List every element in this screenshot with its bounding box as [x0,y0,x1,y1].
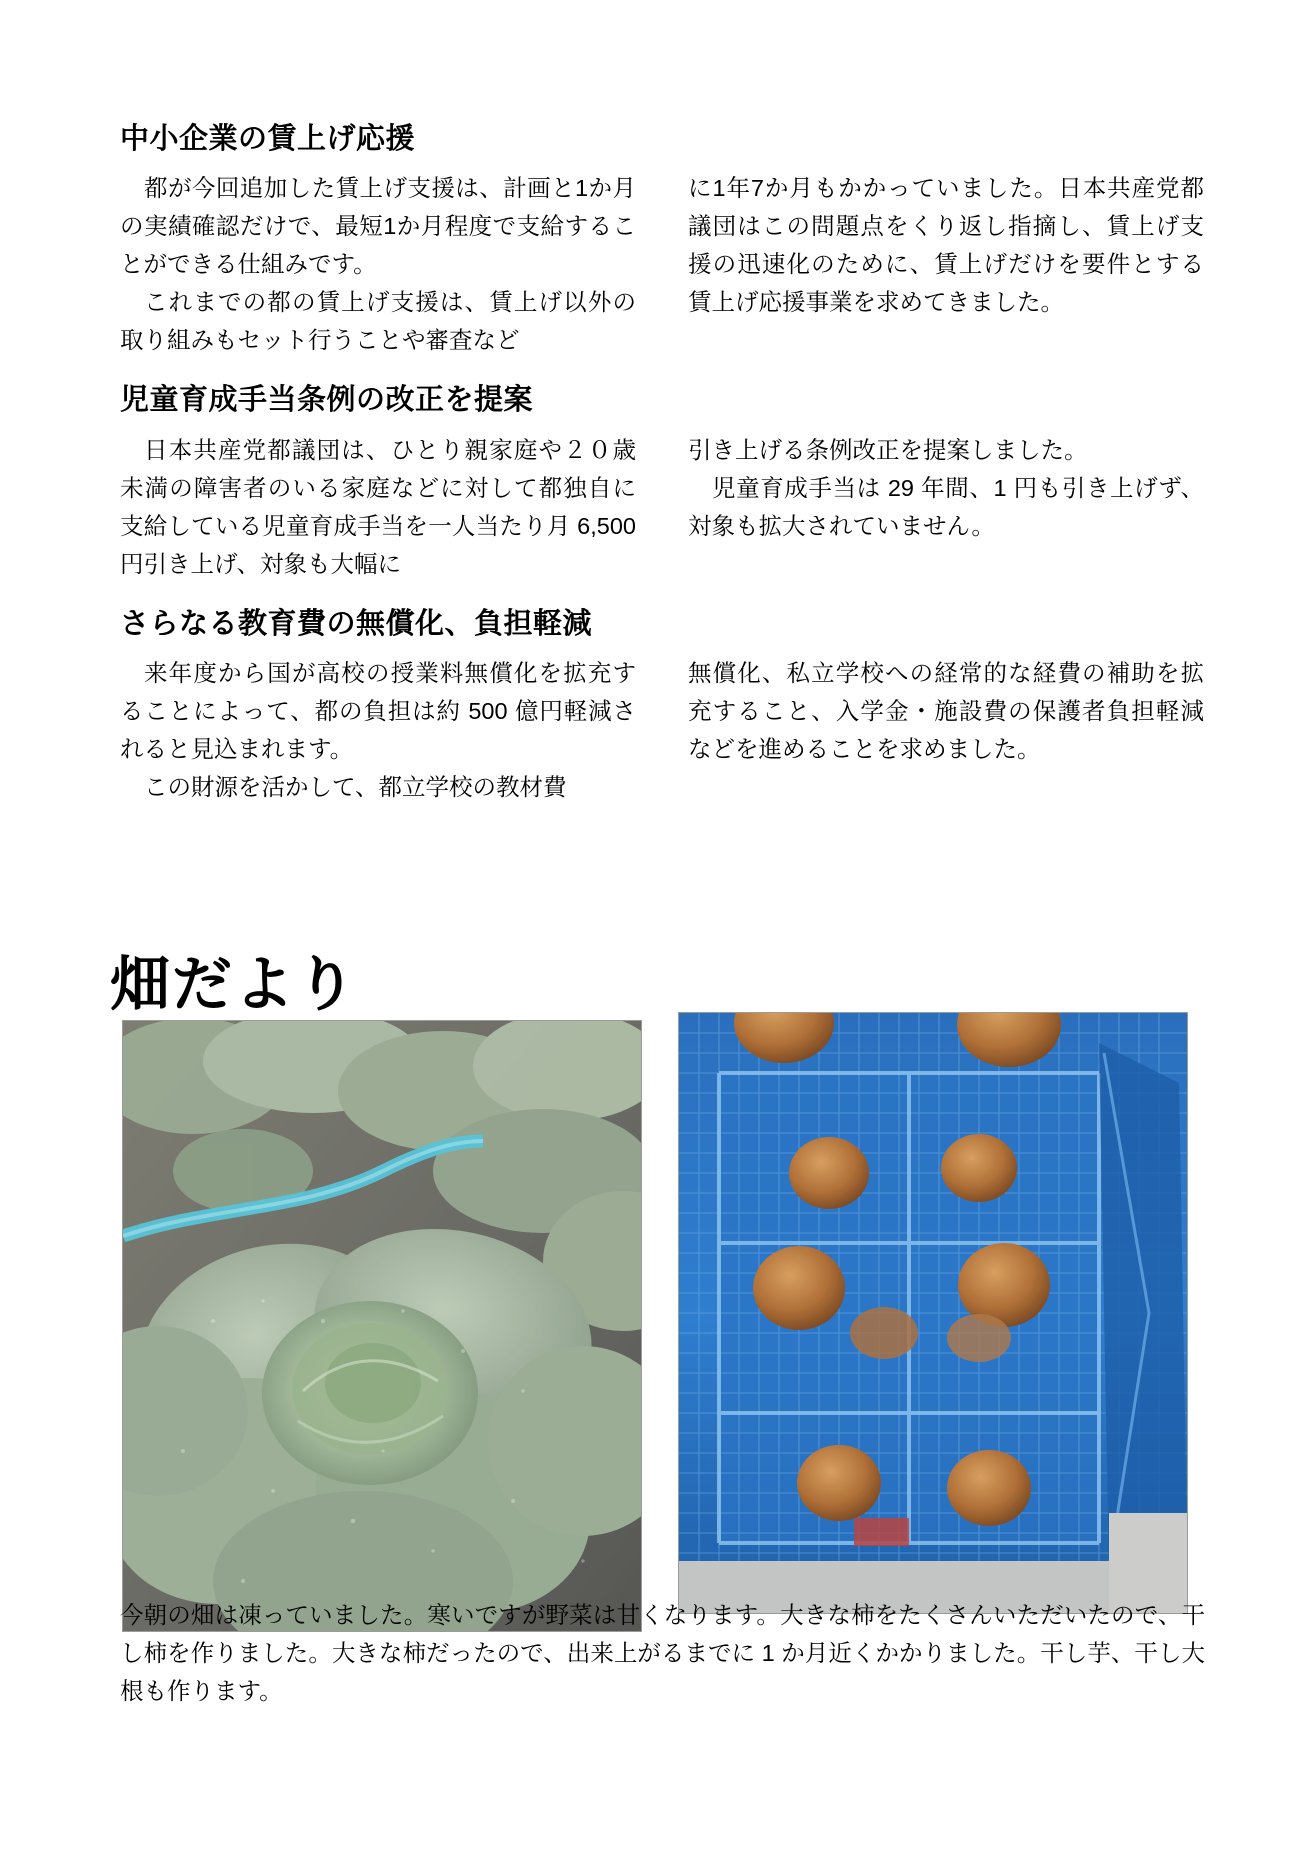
column-right [688,654,1204,806]
column-right [688,431,1204,583]
section-jidou-ikusei-teate [120,381,1205,582]
paragraph: 無償化、私立学校への経常的な経費の補助を拡充すること、入学金・施設費の保護者負担軽減などを進めることを求めました。 [688,659,1204,763]
photo-dried-persimmons [678,1012,1188,1614]
section-heading: 児童育成手当条例の改正を提案 [120,384,534,417]
photo-cabbage-field [122,1020,642,1632]
paragraph: この財源を活かして、都立学校の教材費 [144,774,567,801]
two-column-block [120,654,1205,806]
column-left [120,431,636,583]
article-body [120,120,1205,828]
photo-dried-persimmons-graphic [679,1013,1187,1613]
section-chusho-kigyou [120,120,1205,359]
paragraph: 来年度から国が高校の授業料無償化を拡充することによって、都の負担は約 500 億円軽減されると見込まれます。 [120,659,636,763]
section-heading: 中小企業の賃上げ応援 [120,123,416,155]
photo-cabbage-field-graphic [123,1021,641,1631]
hatake-caption [120,1596,1205,1710]
two-column-block [120,169,1205,359]
paragraph: 引き上げる条例改正を提案しました。 [688,436,1088,463]
hatake-section-title: 畑だより [110,950,358,1020]
caption-paragraph: 今朝の畑は凍っていました。寒いですが野菜は甘くなります。大きな柿をたくさんいただいたので、干し柿を作りました。大きな柿だったので、出来上がるまでに 1 か月近くかかりました。干し芋、干し大根も作ります。 [120,1602,1205,1705]
paragraph: これまでの都の賃上げ支援は、賃上げ以外の取り組みもセット行うことや審査など [120,289,636,354]
two-column-block [120,431,1205,583]
paragraph: 都が今回追加した賃上げ支援は、計画と1か月の実績確認だけで、最短1か月程度で支給することができる仕組みです。 [120,175,636,278]
section-heading: さらなる教育費の無償化、負担軽減 [120,607,593,640]
column-right [688,169,1204,359]
column-left [120,654,636,806]
column-left [120,169,636,359]
paragraph: に1年7か月もかかっていました。日本共産党都議団はこの問題点をくり返し指摘し、賃上げ支援の迅速化のために、賃上げだけを要件とする賃上げ応援事業を求めてきました。 [688,175,1204,316]
paragraph: 日本共産党都議団は、ひとり親家庭や２０歳未満の障害者のいる家庭などに対して都独自に支給している児童育成手当を一人当たり月 6,500 円引き上げ、対象も大幅に [120,436,636,577]
paragraph: 児童育成手当は 29 年間、1 円も引き上げず、対象も拡大されていません。 [688,474,1204,539]
section-kyouikuhi-mushouka [120,605,1205,806]
